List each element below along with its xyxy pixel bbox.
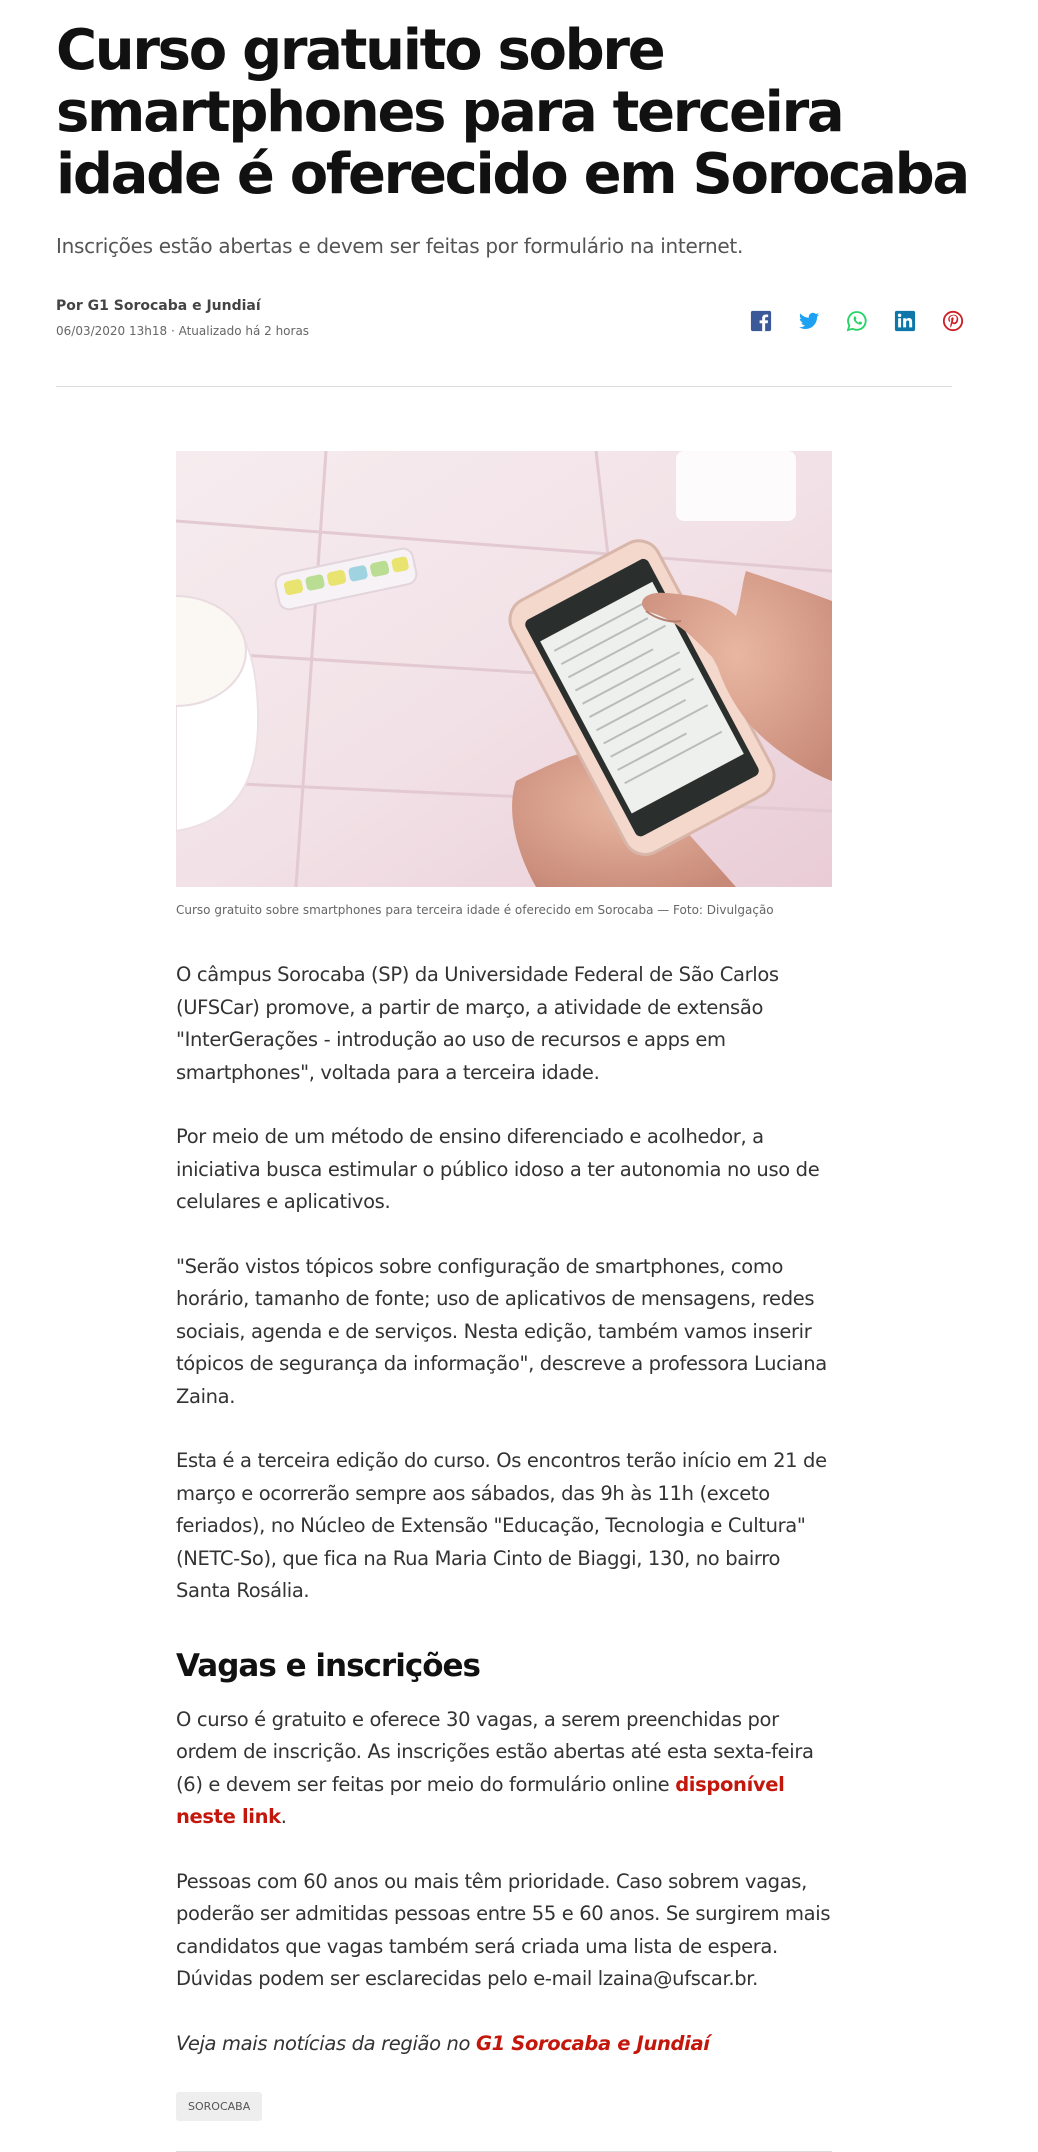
byline: Por G1 Sorocaba e Jundiaí [56,298,261,314]
paragraph: Pessoas com 60 anos ou mais têm prioridade. Caso sobrem vagas, poderão ser admitidas pessoas entre 55 e 60 anos. Se surgirem mais candidatos que vagas também será criada uma lista de espera. Dúvidas podem ser esclarecidas pelo e-mail lzaina@ufscar.br. [176,1869,831,1990]
more-news-text: Veja mais notícias da região no [176,2031,476,2055]
paragraph: "Serão vistos tópicos sobre configuração de smartphones, como horário, tamanho de fonte; uso de aplicativos de mensagens, redes sociais, agenda e de serviços. Nesta edição, também vamos inserir tópicos de segurança da informação", descreve a professora Luciana Zaina. [176,1254,827,1408]
whatsapp-icon [846,310,868,332]
section-heading: Vagas e inscrições [176,1647,480,1684]
paragraph-end: . [280,1805,287,1828]
facebook-icon [750,310,772,332]
registration-form-link[interactable]: disponível neste link [176,1772,785,1828]
article-meta [56,298,982,348]
linkedin-icon [894,310,916,332]
paragraph-registration [176,1704,832,1834]
article-body [176,959,832,2060]
paragraph: O câmpus Sorocaba (SP) da Universidade Federal de São Carlos (UFSCar) promove, a partir de março, a atividade de extensão "InterGerações - introdução ao uso de recursos e apps em smartphones", voltada para a terceira idade. [176,963,779,1084]
share-whatsapp-button[interactable] [844,308,870,334]
share-twitter-button[interactable] [796,308,822,334]
pinterest-icon [942,310,964,332]
article-photo [176,451,832,887]
share-bar [748,308,966,334]
share-linkedin-button[interactable] [892,308,918,334]
more-news [176,2028,832,2061]
article-title: Curso gratuito sobre smartphones para terceira idade é oferecido em Sorocaba [56,18,968,207]
tag-sorocaba[interactable]: SOROCABA [176,2092,262,2121]
article-subtitle: Inscrições estão abertas e devem ser feitas por formulário na internet. [56,234,744,258]
g1-sorocaba-link[interactable]: G1 Sorocaba e Jundiaí [475,2031,710,2055]
article-content [176,451,832,2152]
paragraph: Por meio de um método de ensino diferenciado e acolhedor, a iniciativa busca estimular o público idoso a ter autonomia no uso de celulares e aplicativos. [176,1125,820,1213]
publish-date: 06/03/2020 13h18 [56,324,168,338]
paragraph: Esta é a terceira edição do curso. Os encontros terão início em 21 de março e ocorrerão sempre aos sábados, das 9h às 11h (exceto feriados), no Núcleo de Extensão "Educação, Tecnologia e Cultura" (NETC-So), que fica na Rua Maria Cinto de Biaggi, 130, no bairro Santa Rosália. [176,1449,827,1602]
article-header [0,0,1038,348]
header-divider [56,386,952,387]
updated-time: Atualizado há 2 horas [178,324,310,338]
date-separator: · [170,324,179,338]
share-facebook-button[interactable] [748,308,774,334]
paragraph-text: O curso é gratuito e oferece 30 vagas, a serem preenchidas por ordem de inscrição. As inscrições estão abertas até esta sexta-feira (6) e devem ser feitas por meio do formulário online [176,1707,814,1796]
photo-caption: Curso gratuito sobre smartphones para terceira idade é oferecido em Sorocaba — Foto: Divulgação [176,903,774,917]
share-pinterest-button[interactable] [940,308,966,334]
twitter-icon [798,310,820,332]
